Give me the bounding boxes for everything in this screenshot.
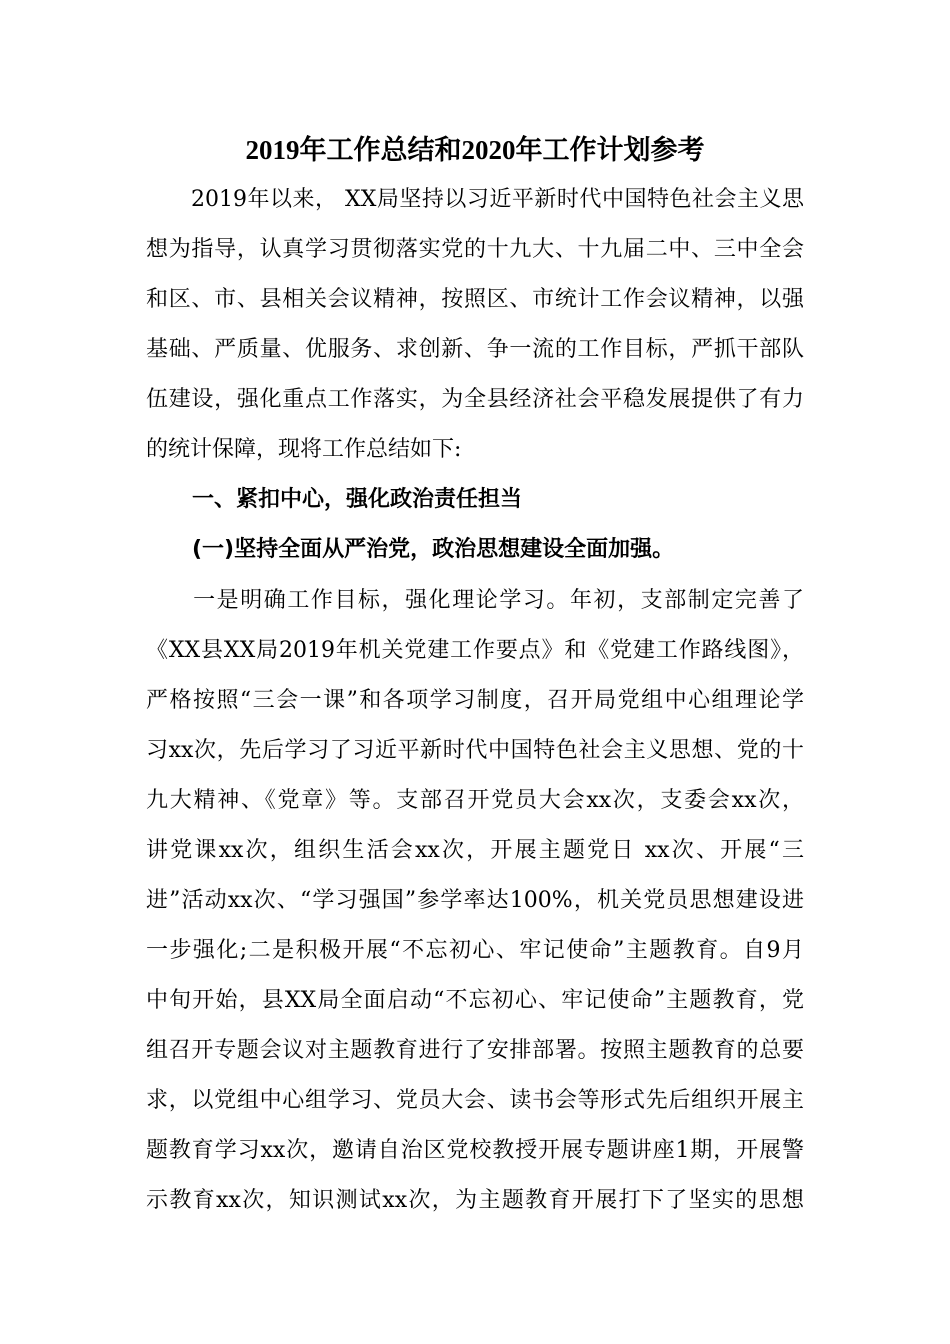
- document-title: 2019年工作总结和2020年工作计划参考: [245, 135, 705, 165]
- body-paragraph-line: 示教育xx次，知识测试xx次，为主题教育开展打下了坚实的思想: [146, 1188, 804, 1213]
- intro-paragraph-line: 和区、市、县相关会议精神，按照区、市统计工作会议精神，以强: [146, 287, 804, 312]
- body-paragraph-line: 求，以党组中心组学习、党员大会、读书会等形式先后组织开展主: [146, 1088, 804, 1113]
- body-paragraph-line: 一是明确工作目标，强化理论学习。年初，支部制定完善了: [146, 588, 804, 613]
- body-paragraph-line: 一步强化;二是积极开展“不忘初心、牢记使命”主题教育。自9月: [146, 938, 804, 963]
- body-paragraph-line: 组召开专题会议对主题教育进行了安排部署。按照主题教育的总要: [146, 1038, 804, 1063]
- body-paragraph-line: 严格按照“三会一课”和各项学习制度，召开局党组中心组理论学: [146, 688, 804, 713]
- body-paragraph-line: 九大精神、《党章》等。支部召开党员大会xx次，支委会xx次，: [146, 788, 804, 813]
- intro-paragraph-line: 基础、严质量、优服务、求创新、争一流的工作目标，严抓干部队: [146, 337, 804, 362]
- body-paragraph-line: 讲党课xx次，组织生活会xx次，开展主题党日 xx次、开展“三: [146, 838, 804, 863]
- subsection-heading: (一)坚持全面从严治党，政治思想建设全面加强。: [192, 537, 675, 562]
- body-paragraph-line: 题教育学习xx次，邀请自治区党校教授开展专题讲座1期，开展警: [146, 1138, 804, 1163]
- intro-paragraph-line: 2019年以来， XX局坚持以习近平新时代中国特色社会主义思: [146, 187, 804, 212]
- section-heading: 一、紧扣中心，强化政治责任担当: [192, 487, 523, 512]
- body-paragraph-line: 进”活动xx次、“学习强国”参学率达100%，机关党员思想建设进: [146, 888, 804, 913]
- body-paragraph-line: 《XX县XX局2019年机关党建工作要点》和《党建工作路线图》，: [146, 638, 804, 663]
- body-paragraph-line: 中旬开始，县XX局全面启动“不忘初心、牢记使命”主题教育，党: [146, 988, 804, 1013]
- intro-paragraph-line: 想为指导，认真学习贯彻落实党的十九大、十九届二中、三中全会: [146, 237, 804, 262]
- intro-paragraph-line: 的统计保障，现将工作总结如下:: [146, 437, 462, 462]
- intro-paragraph-line: 伍建设，强化重点工作落实，为全县经济社会平稳发展提供了有力: [146, 387, 804, 412]
- body-paragraph-line: 习xx次，先后学习了习近平新时代中国特色社会主义思想、党的十: [146, 738, 804, 763]
